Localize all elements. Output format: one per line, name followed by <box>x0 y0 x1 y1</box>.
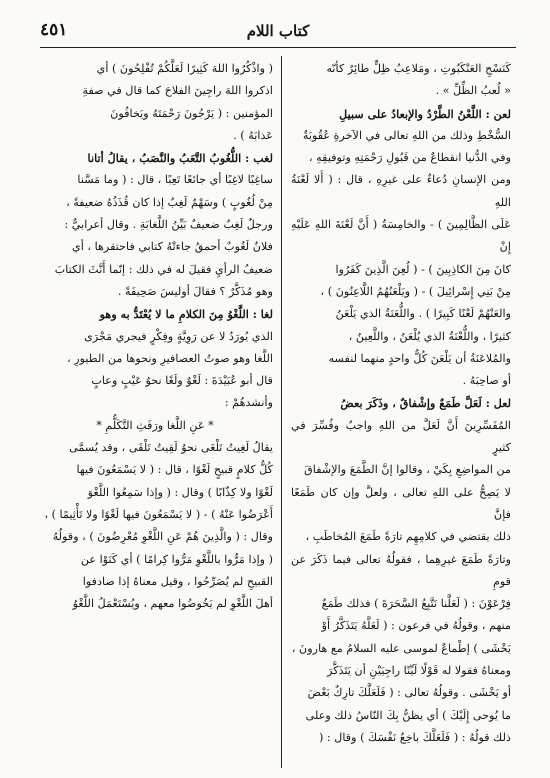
entry-heading-line: لعل : لَعَلَّ طَمَعٌ وإشْفاقٌ ، وذَكَرَ بعضُ <box>340 396 511 411</box>
text-line: لا يَصِحُّ على اللهِ تعالى ، ولعلَّ وإن كان طَمَعًا فإنَّ <box>291 485 511 521</box>
entry-heading-line: لغا : اللَّغْوُ مِنَ الكلامِ ما لا يُعْتَدُّ به وهو <box>99 307 273 322</box>
text-line: كانَ مِنَ الكاذِبِينَ ) - ( لُعِنَ الَّذِينَ كَفَرُوا <box>335 262 511 276</box>
text-line: ساغِبًا لاغِبًا أي جائعًا تَعِبًا ، قال : ( وما مَسَّنا <box>77 173 273 187</box>
text-line: قال أبو عُبَيْدَةَ : لَغْوٌ ولَغًا نحوُ عَيْبٍ وعابٍ <box>91 374 273 388</box>
text-line: يقالُ لَغِيتُ تَلْغَى نحوُ لَقِيتُ تَلْقَى ، وقد يُسمَّى <box>69 441 273 455</box>
text-line: كُلُّ كلامٍ قبيحٍ لَغْوًا ، قال : ( لا يَسْمَعُونَ فيها <box>76 463 273 477</box>
text-line: عَلَى الظَّالِمِينَ ) - والخامِسَةُ ( أَنَّ لَعْنَةَ اللهِ عَلَيْهِ إِنْ <box>291 218 511 254</box>
text-line: عَذابَهُ ) . <box>233 128 273 142</box>
text-line: منهم ، وقولُهُ في فرعون : ( لَعَلَّهُ يَتَذَكَّرُ أَوْ <box>321 619 511 633</box>
text-line: وقال : ( والَّذِينَ هُمْ عَنِ اللَّغْوِ مُعْرِضُونَ ) ، وقولُهُ <box>52 530 273 544</box>
column-divider <box>281 56 282 768</box>
text-line: ما يُوحى إِلَيْكَ ) أي يظنُّ بِكَ النّاسُ ذلك وعلى <box>305 708 511 722</box>
right-column <box>291 58 511 763</box>
text-line: السُّخْطِ وذلك من اللهِ تعالى في الآخرةِ عُقُوبَةٌ <box>302 128 511 142</box>
text-line: وتارَةً طَمَعَ غيرِهِما ، فقولُهُ تعالى فيما ذَكَرَ عن قومِ <box>291 552 511 588</box>
page-title: كتاب اللام <box>246 22 310 40</box>
text-line: ورجلٌ لَغِبٌ ضعيفٌ بَيِّنُ اللَّغابَةِ . وقال أعرابيٌّ : <box>64 218 273 232</box>
text-line: « لُعبُ الظِّلِّ » . <box>435 84 511 98</box>
text-line: المُفَسِّرِينَ أَنَّ لَعَلَّ من اللهِ واجبٌ وفُسِّرَ في كثيرٍ <box>291 418 511 455</box>
text-line: من المواضِعِ بِكَيْ ، وقالوا إنَّ الطَّمَعَ والإشْفاقَ <box>304 463 511 477</box>
text-line: وهو مُذَكَّرٌ ؟ فقالَ أوليسَ صَحِيفَةً . <box>117 284 273 298</box>
text-line: ذلك يقتضي في كلامِهِم تارَةً طَمَعَ المُخاطَبِ ، <box>305 530 511 544</box>
left-column <box>37 58 273 763</box>
header-rule <box>40 47 516 48</box>
text-line: القبيحِ لم يُصَرِّحُوا ، وقيل معناهُ إذا صادفوا <box>82 574 273 588</box>
text-line: وأنشدهُمْ : <box>224 396 273 410</box>
text-line: اللَّغا وهو صوتُ العصافيرِ ونحوها من الطيورِ ، <box>67 351 273 365</box>
text-line: فِرْعَوْنَ : ( لَعَلَّنا نَتَّبِعُ السَّحَرَةَ ) فذلك طَمَعٌ <box>321 597 511 611</box>
text-line: والعَنْهُمْ لَعْنًا كَبِيرًا ) . واللُّعَنَةُ الذي يَلْعَنُ <box>335 307 511 321</box>
text-line: والمُلاعَنَةُ أن يَلْعَنَ كُلُّ واحدٍ منهما لنفسه <box>328 351 511 365</box>
text-line: ذلك قولُهُ : ( فَلَعَلَّكَ باخِعٌ نَفْسَكَ ) وقال : ( <box>319 730 511 744</box>
entry-heading-line: لعن : اللَّعْنُ الطَّرْدُ والإبعادُ على سبيلِ <box>339 106 511 121</box>
text-line: أو يَخْشَى . وقولُهُ تعالى : ( فَلَعَلَّكَ تارِكٌ بَعْضَ <box>307 686 511 700</box>
text-line: أو صاحِبَهُ . <box>462 374 511 388</box>
text-line: الذي يُورَدُ لا عن رَوِيَّةٍ وفِكْرٍ فيجري مَجْرَى <box>84 329 273 343</box>
text-line: وفي الدُّنيا انقطاعٌ من قَبُولِ رَحْمَتِهِ وتوفيقِهِ ، <box>309 151 511 165</box>
text-line: ( واذْكُرُوا اللهَ كَثِيرًا لَعَلَّكُمْ تُفْلِحُونَ ) أي <box>96 62 273 75</box>
text-line: يَخْشَى ) إطْماعٌ لموسى عليه السلامُ مع هارونَ ، <box>291 641 511 655</box>
verse-line: * عَنِ اللَّغا ورَفَثِ التَّكَلُّمِ * <box>96 418 214 432</box>
text-line: لَغْوًا ولا كِذّابًا ) وقال : ( وإذا سَمِعُوا اللَّغْوَ <box>87 485 273 499</box>
text-line: ضعيفُ الرأيِ فقيلَ له في ذلك : إنّما أَنَّثَ الكتابَ <box>54 262 273 276</box>
text-line: ومعناهُ فقولا له قَوْلًا لَيِّنًا راجِيَيْنِ أن يَتَذَكَّرَ <box>327 664 511 678</box>
text-line: فلانٌ لَغُوبٌ أحمقُ جاءتْهُ كتابي فاحتقرها ، أي <box>72 240 273 254</box>
text-line: مِنْ بَنِي إِسْرائِيلَ ) - ( ويَلْعَنُهُمُ اللَّاعِنُونَ ) ، <box>320 284 511 298</box>
text-line: ومن الإنسانِ دُعاءٌ على غيرِهِ ، قال : ( أَلا لَعْنَةُ اللهِ <box>291 173 511 209</box>
text-line: المؤمنين : ( يَرْجُونَ رَحْمَتَهُ ويَخافُونَ <box>110 106 273 120</box>
text-line: أَعْرَضُوا عَنْهُ ) - ( لا يَسْمَعُونَ فيها لَغْوًا ولا تَأْثِيمًا ) ، <box>44 507 273 521</box>
text-line: كَنَسْجِ العَنْكَبُوتِ ، ومَلاعِبُ ظِلٍّ طائِرٌ كأنّه <box>326 62 511 75</box>
text-line: ( وإذا مَرُّوا باللَّغْوِ مَرُّوا كِرامًا ) أي كَنَوْا عن <box>80 552 273 566</box>
text-line: أهلَ اللَّغْوِ لم يَخُوضُوا معهم ، ويُسْتَعْمَلُ اللَّغْوُ <box>72 597 273 611</box>
page-header <box>40 14 516 48</box>
text-line: اذكروا اللهَ راجِينَ الفلاحَ كما قال في صفةِ <box>82 84 273 98</box>
entry-heading-line: لغب : اللُّغُوبُ التَّعَبُ والنَّصَبُ ، يقالُ أتانا <box>87 151 273 166</box>
text-line: مِنْ لُغُوبٍ ) وسَهْمٌ لَغِبٌ إذا كان قُذَذُهُ ضعيفةً ، <box>66 195 273 209</box>
page-number: ٤٥١ <box>40 20 68 40</box>
text-line: كثيرًا ، واللُّعْنَةُ الذي يُلْعَنُ ، واللَّعِينُ ، <box>348 329 511 343</box>
